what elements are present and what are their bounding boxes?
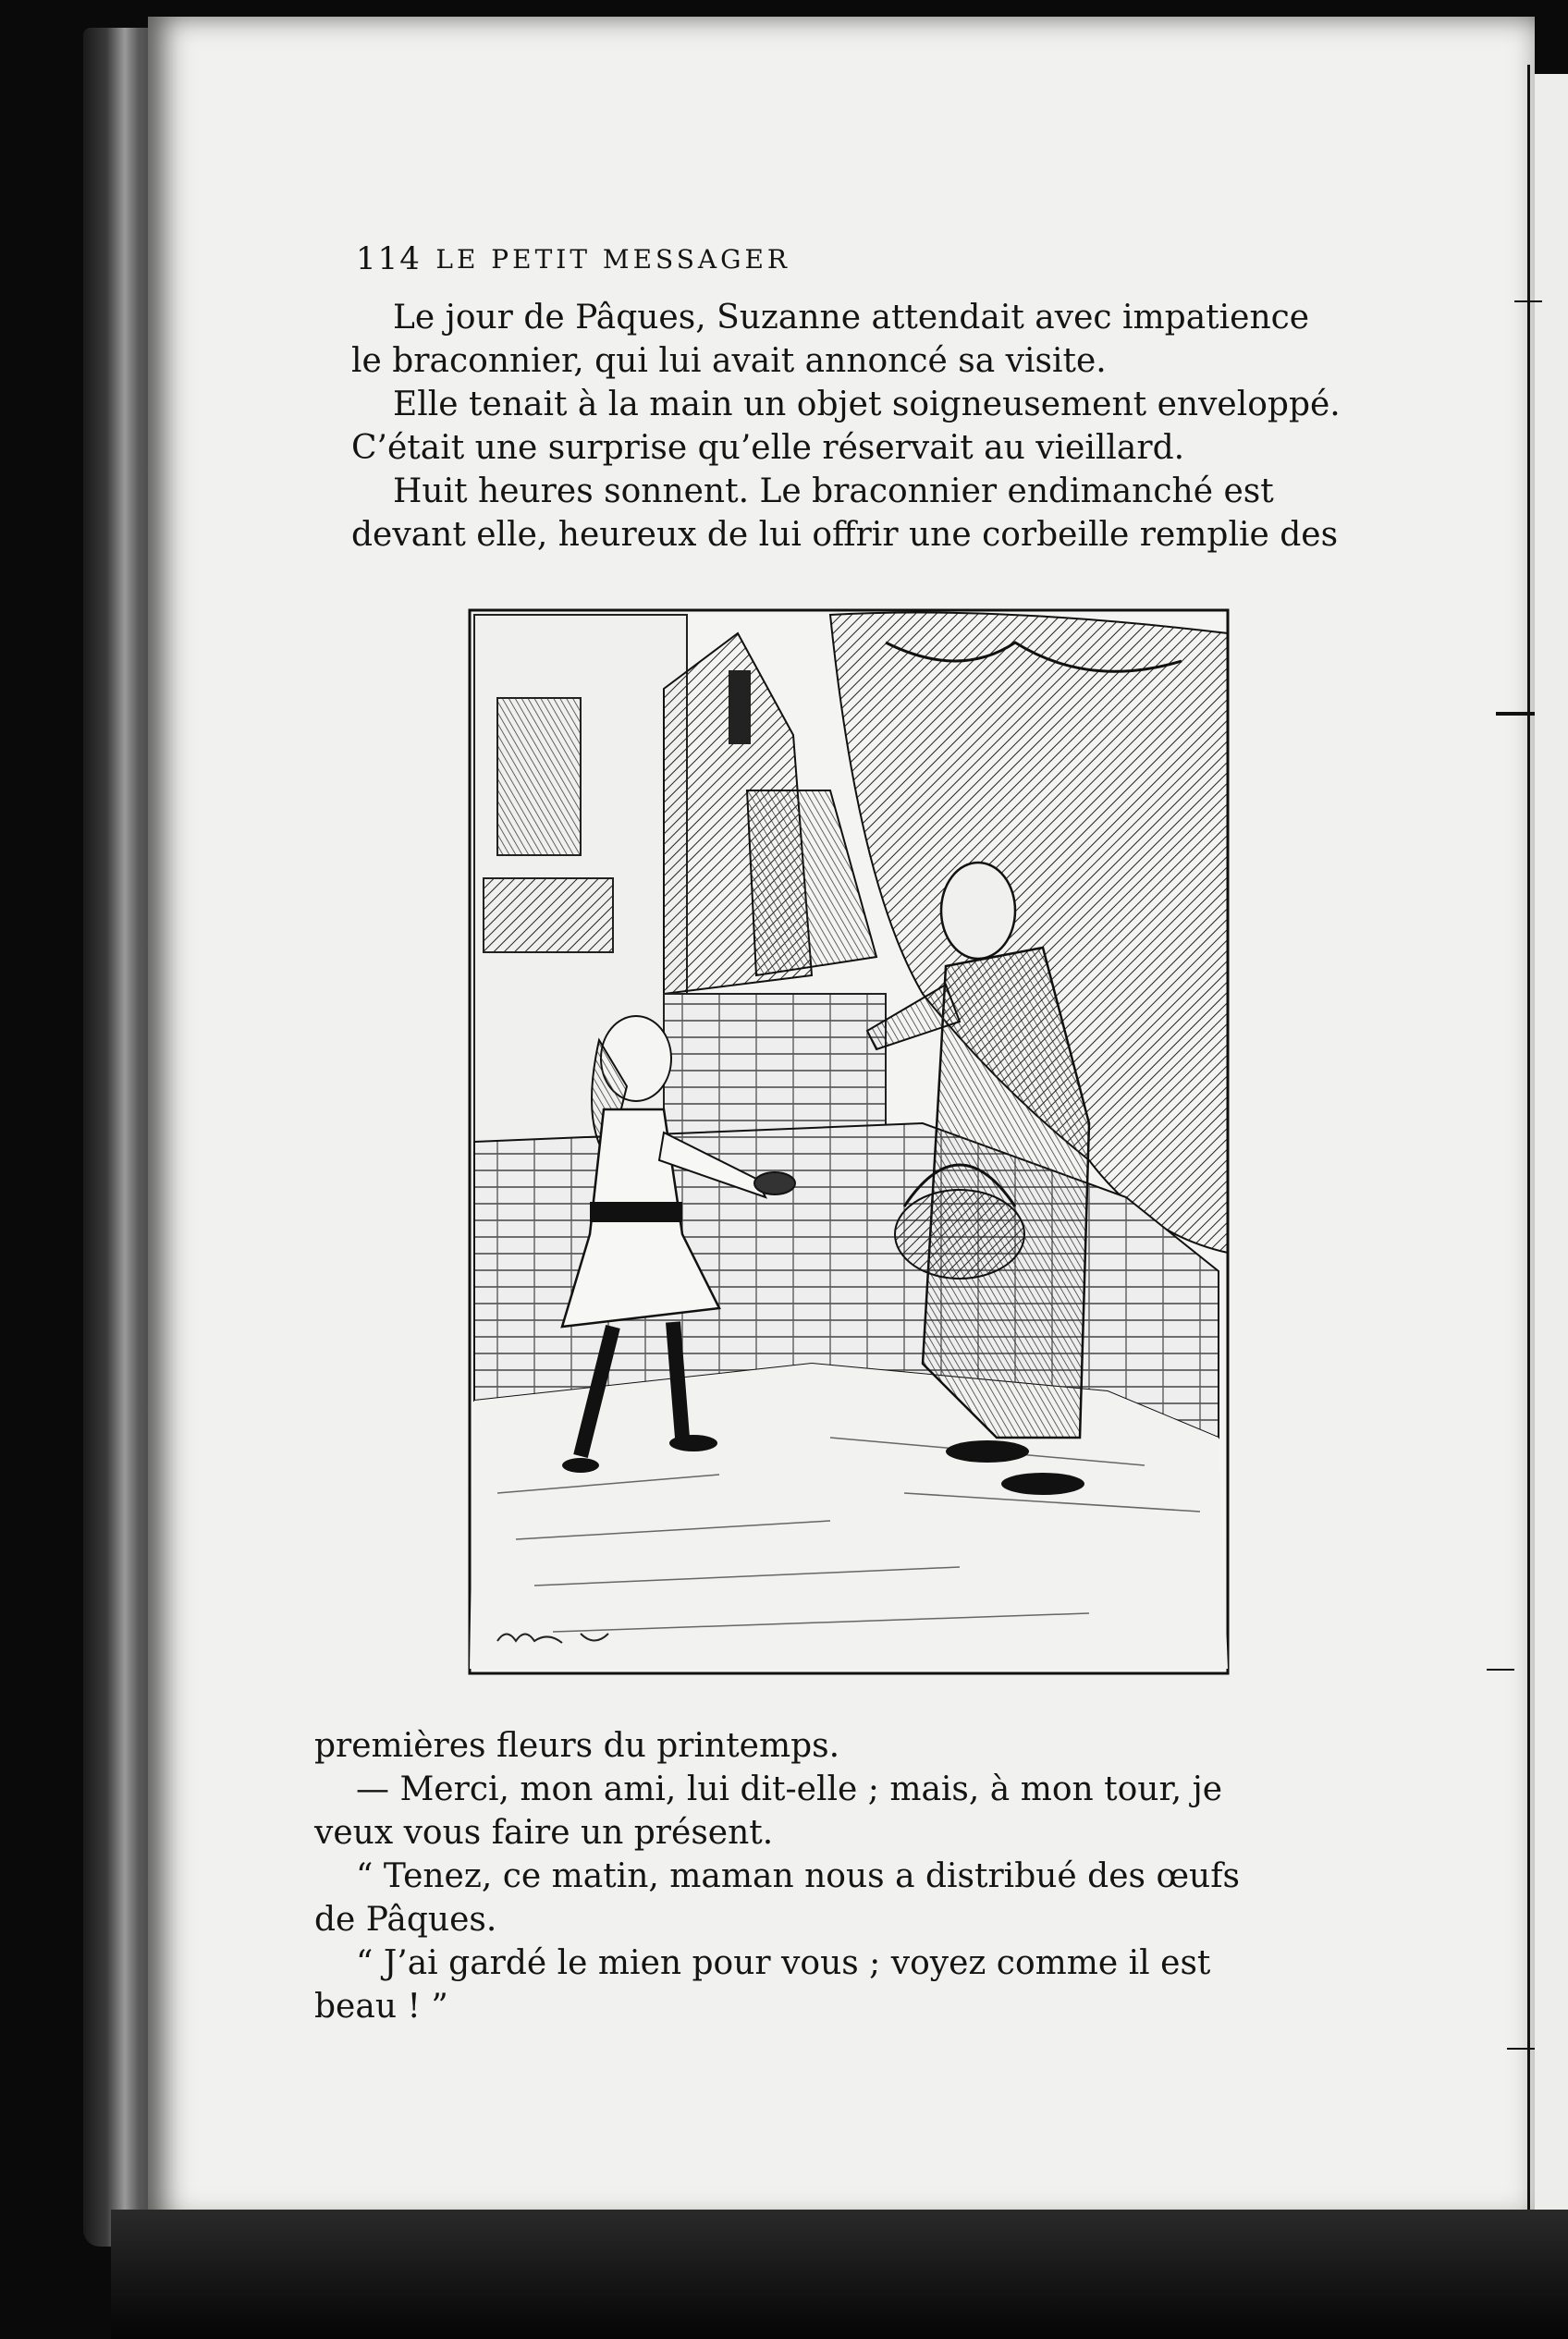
page-fold-line xyxy=(1527,65,1530,2265)
text-line: “ Tenez, ce matin, maman nous a distribué des œufs xyxy=(356,1857,1241,1895)
text-line: beau ! ” xyxy=(314,1988,448,2026)
fold-mark xyxy=(1507,2048,1535,2050)
text-line: devant elle, heureux de lui offrir une corbeille remplie des xyxy=(351,516,1339,554)
paragraph-bottom xyxy=(314,1724,1322,2028)
fold-mark xyxy=(1487,1669,1514,1671)
text-line: de Pâques. xyxy=(314,1901,497,1939)
page-number: 114 xyxy=(356,240,422,277)
text-line: C’était une surprise qu’elle réservait au vieillard. xyxy=(351,429,1185,467)
page-header xyxy=(356,236,1031,282)
engraving-illustration xyxy=(442,606,1256,1687)
text-line: — Merci, mon ami, lui dit-elle ; mais, à mon tour, je xyxy=(356,1770,1223,1808)
book-bottom-shadow xyxy=(111,2210,1568,2339)
text-line: veux vous faire un présent. xyxy=(314,1814,774,1852)
text-line: le braconnier, qui lui avait annoncé sa visite. xyxy=(351,342,1107,380)
text-line: premières fleurs du printemps. xyxy=(314,1727,840,1765)
text-line: Le jour de Pâques, Suzanne attendait avec impatience xyxy=(393,299,1310,337)
text-line: Huit heures sonnent. Le braconnier endimanché est xyxy=(393,472,1274,510)
fold-mark xyxy=(1514,300,1542,302)
text-line: “ J’ai gardé le mien pour vous ; voyez comme il est xyxy=(356,1944,1211,1982)
text-line: Elle tenait à la main un objet soigneusement enveloppé. xyxy=(393,386,1341,423)
paragraph-top xyxy=(351,296,1359,557)
running-title: LE PETIT MESSAGER xyxy=(435,243,790,275)
fold-mark xyxy=(1496,712,1535,716)
